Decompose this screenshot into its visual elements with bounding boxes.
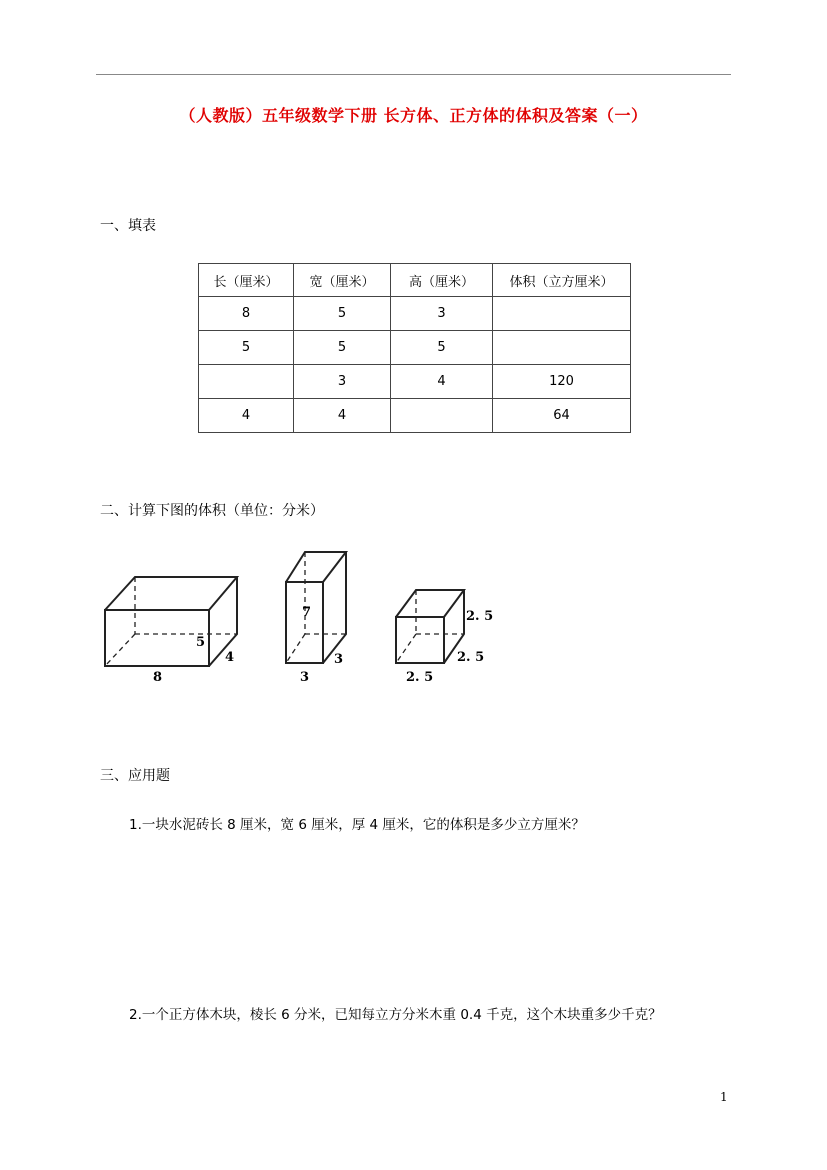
page-title: （人教版）五年级数学下册 长方体、正方体的体积及答案（一） bbox=[179, 106, 648, 125]
table-cell: 5 bbox=[294, 297, 391, 331]
header-rule bbox=[96, 74, 731, 75]
box3-length-label: 2. 5 bbox=[406, 670, 434, 685]
volume-table bbox=[198, 263, 631, 433]
table-cell: 5 bbox=[294, 331, 391, 365]
box2-height-label: 7 bbox=[302, 605, 312, 620]
table-cell bbox=[493, 297, 631, 331]
section-2-heading: 二、计算下图的体积（单位：分米） bbox=[100, 503, 324, 519]
table-row bbox=[199, 297, 631, 331]
box3-width-label: 2. 5 bbox=[457, 650, 485, 665]
table-header-cell: 高（厘米） bbox=[391, 264, 493, 297]
section-1-heading: 一、填表 bbox=[100, 218, 156, 234]
question-1: 1.一块水泥砖长 8 厘米，宽 6 厘米，厚 4 厘米，它的体积是多少立方厘米？ bbox=[129, 817, 585, 833]
table-header-cell: 长（厘米） bbox=[199, 264, 294, 297]
table-cell: 4 bbox=[294, 399, 391, 433]
box1-length-label: 8 bbox=[153, 670, 163, 685]
table-cell: 4 bbox=[199, 399, 294, 433]
box2-length-label: 3 bbox=[300, 670, 310, 685]
table-cell: 8 bbox=[199, 297, 294, 331]
table-cell: 120 bbox=[493, 365, 631, 399]
box3-height-label: 2. 5 bbox=[466, 609, 494, 624]
box2-width-label: 3 bbox=[334, 652, 344, 667]
table-cell bbox=[199, 365, 294, 399]
box1-width-label: 4 bbox=[225, 650, 235, 665]
table-cell bbox=[493, 331, 631, 365]
table-header-row bbox=[199, 264, 631, 297]
table-header-cell: 宽（厘米） bbox=[294, 264, 391, 297]
table-row bbox=[199, 399, 631, 433]
page-number: 1 bbox=[720, 1090, 728, 1104]
section-3-heading: 三、应用题 bbox=[100, 768, 170, 784]
table-cell: 5 bbox=[199, 331, 294, 365]
table-cell: 3 bbox=[391, 297, 493, 331]
table-row bbox=[199, 365, 631, 399]
table-row bbox=[199, 331, 631, 365]
table-cell bbox=[391, 399, 493, 433]
table-cell: 3 bbox=[294, 365, 391, 399]
table-cell: 4 bbox=[391, 365, 493, 399]
table-cell: 5 bbox=[391, 331, 493, 365]
table-cell: 64 bbox=[493, 399, 631, 433]
box1-height-label: 5 bbox=[196, 635, 206, 650]
table-header-cell: 体积（立方厘米） bbox=[493, 264, 631, 297]
cuboid-figure-3 bbox=[396, 590, 464, 663]
cuboid-figure-2 bbox=[286, 552, 346, 663]
cuboid-figures bbox=[0, 540, 827, 690]
question-2: 2.一个正方体木块，棱长 6 分米，已知每立方分米木重 0.4 千克，这个木块重多少千克？ bbox=[129, 1007, 662, 1023]
cuboid-figure-1 bbox=[105, 577, 237, 666]
